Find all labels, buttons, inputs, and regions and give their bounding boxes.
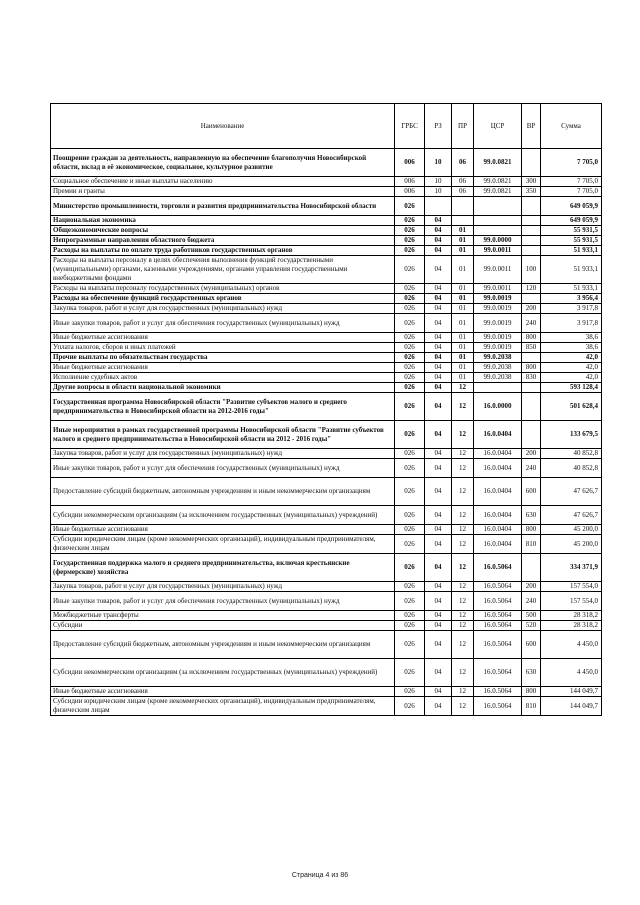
cell-csr: 99.0.0821 xyxy=(474,177,522,187)
cell-csr: 99.0.0019 xyxy=(474,294,522,304)
cell-sum: 55 931,5 xyxy=(541,226,602,236)
cell-pr: 12 xyxy=(452,592,474,611)
cell-vr: 810 xyxy=(522,697,541,716)
cell-grbs: 026 xyxy=(395,449,425,459)
cell-csr: 99.0.0019 xyxy=(474,314,522,333)
cell-vr: 240 xyxy=(522,459,541,478)
cell-pr: 12 xyxy=(452,478,474,506)
cell-csr: 99.0.0011 xyxy=(474,256,522,284)
cell-grbs: 026 xyxy=(395,343,425,353)
cell-sum: 144 049,7 xyxy=(541,687,602,697)
cell-sum: 45 200,0 xyxy=(541,525,602,535)
table-row xyxy=(51,333,602,343)
cell-grbs: 026 xyxy=(395,197,425,216)
table-row xyxy=(51,343,602,353)
cell-grbs: 026 xyxy=(395,506,425,525)
table-row xyxy=(51,506,602,525)
cell-name: Государственная программа Новосибирской области "Развитие субъектов малого и среднего предпринимательства в Новосибирской области на 2012-2016 годы" xyxy=(51,393,395,421)
cell-grbs: 026 xyxy=(395,611,425,621)
table-row xyxy=(51,216,602,226)
cell-grbs: 026 xyxy=(395,216,425,226)
cell-name: Прочие выплаты по обязательствам государства xyxy=(51,353,395,363)
cell-pr: 12 xyxy=(452,459,474,478)
cell-name: Иные бюджетные ассигнования xyxy=(51,363,395,373)
cell-name: Расходы на выплаты персоналу в целях обеспечения выполнения функций государственными (муниципальными) органами, казенными учреждениями, органами управления государственными внебюджетными фондами xyxy=(51,256,395,284)
cell-vr xyxy=(522,294,541,304)
cell-rz: 04 xyxy=(425,236,452,246)
cell-rz: 04 xyxy=(425,697,452,716)
table-row xyxy=(51,421,602,449)
cell-name: Закупка товаров, работ и услуг для государственных (муниципальных) нужд xyxy=(51,449,395,459)
cell-pr xyxy=(452,216,474,226)
table-row xyxy=(51,304,602,314)
cell-csr: 16.0.5064 xyxy=(474,554,522,582)
table-row xyxy=(51,187,602,197)
cell-pr: 12 xyxy=(452,506,474,525)
cell-name: Непрограммные направления областного бюджета xyxy=(51,236,395,246)
cell-pr: 12 xyxy=(452,449,474,459)
cell-vr: 350 xyxy=(522,187,541,197)
cell-sum: 47 626,7 xyxy=(541,478,602,506)
cell-rz: 04 xyxy=(425,343,452,353)
cell-pr: 01 xyxy=(452,284,474,294)
cell-sum: 38,6 xyxy=(541,343,602,353)
table-row xyxy=(51,535,602,554)
cell-name: Предоставление субсидий бюджетным, автономным учреждениям и иным некоммерческим организациям xyxy=(51,631,395,659)
cell-sum: 51 933,1 xyxy=(541,256,602,284)
table-row xyxy=(51,525,602,535)
cell-name: Иные закупки товаров, работ и услуг для обеспечения государственных (муниципальных) нужд xyxy=(51,314,395,333)
cell-grbs: 026 xyxy=(395,393,425,421)
cell-csr: 16.0.0000 xyxy=(474,393,522,421)
cell-name: Закупка товаров, работ и услуг для государственных (муниципальных) нужд xyxy=(51,582,395,592)
cell-name: Иные мероприятия в рамках государственной программы Новосибирской области "Развитие субъектов малого и среднего предпринимательства в Новосибирской области на 2012 - 2016 годы" xyxy=(51,421,395,449)
cell-rz: 04 xyxy=(425,226,452,236)
cell-grbs: 026 xyxy=(395,582,425,592)
cell-name: Исполнение судебных актов xyxy=(51,373,395,383)
cell-grbs: 026 xyxy=(395,294,425,304)
cell-rz: 04 xyxy=(425,284,452,294)
cell-csr xyxy=(474,383,522,393)
cell-grbs: 026 xyxy=(395,353,425,363)
table-row xyxy=(51,697,602,716)
cell-grbs: 026 xyxy=(395,697,425,716)
table-row xyxy=(51,149,602,177)
table-row xyxy=(51,459,602,478)
cell-name: Другие вопросы в области национальной экономики xyxy=(51,383,395,393)
cell-sum: 28 318,2 xyxy=(541,611,602,621)
cell-vr: 810 xyxy=(522,535,541,554)
cell-vr: 800 xyxy=(522,363,541,373)
cell-csr: 16.0.0404 xyxy=(474,506,522,525)
cell-sum: 42,0 xyxy=(541,363,602,373)
cell-grbs: 026 xyxy=(395,284,425,294)
cell-vr: 200 xyxy=(522,449,541,459)
cell-name: Расходы на выплаты персоналу государственных (муниципальных) органов xyxy=(51,284,395,294)
table-row xyxy=(51,582,602,592)
cell-grbs: 026 xyxy=(395,246,425,256)
cell-pr: 01 xyxy=(452,353,474,363)
cell-rz: 04 xyxy=(425,631,452,659)
cell-pr: 12 xyxy=(452,631,474,659)
cell-csr: 99.0.0821 xyxy=(474,149,522,177)
cell-vr: 240 xyxy=(522,592,541,611)
col-header-rz: РЗ xyxy=(425,104,452,149)
cell-sum: 4 450,0 xyxy=(541,659,602,687)
table-row xyxy=(51,554,602,582)
cell-name: Расходы на обеспечение функций государственных органов xyxy=(51,294,395,304)
cell-vr: 850 xyxy=(522,343,541,353)
cell-vr xyxy=(522,149,541,177)
cell-sum: 47 626,7 xyxy=(541,506,602,525)
cell-pr: 12 xyxy=(452,687,474,697)
cell-rz: 10 xyxy=(425,149,452,177)
cell-name: Министерство промышленности, торговли и развития предпринимательства Новосибирской области xyxy=(51,197,395,216)
cell-vr: 120 xyxy=(522,284,541,294)
cell-rz: 04 xyxy=(425,459,452,478)
cell-grbs: 026 xyxy=(395,478,425,506)
cell-rz: 04 xyxy=(425,506,452,525)
cell-pr: 01 xyxy=(452,294,474,304)
cell-rz: 04 xyxy=(425,256,452,284)
cell-rz: 04 xyxy=(425,554,452,582)
cell-name: Иные бюджетные ассигнования xyxy=(51,333,395,343)
table-row xyxy=(51,226,602,236)
cell-rz: 04 xyxy=(425,216,452,226)
cell-name: Межбюджетные трансферты xyxy=(51,611,395,621)
cell-name: Предоставление субсидий бюджетным, автономным учреждениям и иным некоммерческим организациям xyxy=(51,478,395,506)
cell-vr: 630 xyxy=(522,506,541,525)
table-row xyxy=(51,236,602,246)
cell-pr: 12 xyxy=(452,383,474,393)
cell-rz: 04 xyxy=(425,314,452,333)
table-row xyxy=(51,478,602,506)
cell-pr: 06 xyxy=(452,177,474,187)
cell-name: Субсидии некоммерческим организациям (за исключением государственных (муниципальных) учреждений) xyxy=(51,659,395,687)
cell-pr: 01 xyxy=(452,363,474,373)
cell-pr xyxy=(452,197,474,216)
cell-sum: 3 956,4 xyxy=(541,294,602,304)
cell-name: Социальное обеспечение и иные выплаты населению xyxy=(51,177,395,187)
cell-grbs: 026 xyxy=(395,236,425,246)
cell-csr: 16.0.0404 xyxy=(474,478,522,506)
cell-pr: 01 xyxy=(452,373,474,383)
cell-pr: 01 xyxy=(452,256,474,284)
cell-csr: 16.0.5064 xyxy=(474,631,522,659)
cell-grbs: 026 xyxy=(395,333,425,343)
cell-csr: 16.0.5064 xyxy=(474,621,522,631)
cell-name: Расходы на выплаты по оплате труда работников государственных органов xyxy=(51,246,395,256)
cell-sum: 42,0 xyxy=(541,353,602,363)
cell-vr: 520 xyxy=(522,621,541,631)
table-body xyxy=(51,149,602,716)
cell-vr: 630 xyxy=(522,659,541,687)
col-header-sum: Сумма xyxy=(541,104,602,149)
cell-csr xyxy=(474,226,522,236)
cell-csr: 16.0.0404 xyxy=(474,421,522,449)
cell-name: Иные закупки товаров, работ и услуг для обеспечения государственных (муниципальных) нужд xyxy=(51,592,395,611)
cell-pr: 01 xyxy=(452,333,474,343)
cell-csr: 16.0.0404 xyxy=(474,525,522,535)
table-row xyxy=(51,631,602,659)
cell-pr: 01 xyxy=(452,226,474,236)
cell-grbs: 026 xyxy=(395,659,425,687)
cell-sum: 51 933,1 xyxy=(541,246,602,256)
cell-grbs: 026 xyxy=(395,421,425,449)
cell-csr: 16.0.5064 xyxy=(474,611,522,621)
cell-grbs: 026 xyxy=(395,383,425,393)
table-row xyxy=(51,284,602,294)
cell-vr: 800 xyxy=(522,333,541,343)
table-row xyxy=(51,687,602,697)
cell-name: Поощрение граждан за деятельность, направленную на обеспечение благополучия Новосибирской области, вклад в её экономическое, социальное, культурное развитие xyxy=(51,149,395,177)
cell-vr: 100 xyxy=(522,256,541,284)
cell-pr: 12 xyxy=(452,659,474,687)
cell-csr xyxy=(474,197,522,216)
cell-rz: 04 xyxy=(425,246,452,256)
cell-name: Уплата налогов, сборов и иных платежей xyxy=(51,343,395,353)
cell-rz: 04 xyxy=(425,353,452,363)
cell-pr: 06 xyxy=(452,187,474,197)
cell-vr xyxy=(522,421,541,449)
cell-csr: 99.0.2038 xyxy=(474,353,522,363)
cell-pr: 01 xyxy=(452,304,474,314)
cell-csr: 16.0.5064 xyxy=(474,697,522,716)
cell-name: Национальная экономика xyxy=(51,216,395,226)
cell-grbs: 026 xyxy=(395,459,425,478)
cell-rz: 04 xyxy=(425,363,452,373)
cell-vr xyxy=(522,353,541,363)
cell-pr: 01 xyxy=(452,343,474,353)
cell-name: Иные бюджетные ассигнования xyxy=(51,687,395,697)
cell-sum: 51 933,1 xyxy=(541,284,602,294)
cell-name: Иные закупки товаров, работ и услуг для обеспечения государственных (муниципальных) нужд xyxy=(51,459,395,478)
table-row xyxy=(51,256,602,284)
cell-rz: 04 xyxy=(425,582,452,592)
table-row xyxy=(51,383,602,393)
col-header-grbs: ГРБС xyxy=(395,104,425,149)
cell-rz: 04 xyxy=(425,449,452,459)
cell-grbs: 026 xyxy=(395,226,425,236)
cell-rz: 10 xyxy=(425,177,452,187)
cell-rz: 04 xyxy=(425,611,452,621)
cell-csr: 16.0.5064 xyxy=(474,687,522,697)
cell-pr: 01 xyxy=(452,314,474,333)
cell-sum: 38,6 xyxy=(541,333,602,343)
cell-rz: 04 xyxy=(425,383,452,393)
cell-csr: 16.0.5064 xyxy=(474,592,522,611)
cell-csr: 16.0.0404 xyxy=(474,449,522,459)
cell-rz: 04 xyxy=(425,294,452,304)
cell-sum: 593 128,4 xyxy=(541,383,602,393)
cell-csr: 99.0.0019 xyxy=(474,304,522,314)
cell-sum: 40 852,8 xyxy=(541,459,602,478)
cell-grbs: 026 xyxy=(395,687,425,697)
table-row xyxy=(51,449,602,459)
cell-vr xyxy=(522,236,541,246)
cell-vr xyxy=(522,554,541,582)
cell-vr: 830 xyxy=(522,373,541,383)
cell-vr xyxy=(522,393,541,421)
table-row xyxy=(51,592,602,611)
cell-pr: 12 xyxy=(452,393,474,421)
cell-sum: 45 200,0 xyxy=(541,535,602,554)
cell-sum: 334 371,9 xyxy=(541,554,602,582)
cell-name: Иные бюджетные ассигнования xyxy=(51,525,395,535)
cell-rz: 04 xyxy=(425,304,452,314)
col-header-vr: ВР xyxy=(522,104,541,149)
cell-sum: 133 679,5 xyxy=(541,421,602,449)
cell-name: Премии и гранты xyxy=(51,187,395,197)
cell-grbs: 026 xyxy=(395,554,425,582)
cell-vr: 200 xyxy=(522,304,541,314)
cell-rz: 04 xyxy=(425,621,452,631)
cell-name: Субсидии юридическим лицам (кроме некоммерческих организаций), индивидуальным предпринимателям, физическим лицам xyxy=(51,535,395,554)
cell-sum: 3 917,8 xyxy=(541,304,602,314)
cell-pr: 01 xyxy=(452,246,474,256)
cell-sum: 157 554,0 xyxy=(541,582,602,592)
cell-rz: 04 xyxy=(425,333,452,343)
cell-name: Субсидии некоммерческим организациям (за исключением государственных (муниципальных) учреждений) xyxy=(51,506,395,525)
cell-vr: 300 xyxy=(522,177,541,187)
cell-pr: 12 xyxy=(452,611,474,621)
cell-grbs: 026 xyxy=(395,256,425,284)
cell-sum: 55 931,5 xyxy=(541,236,602,246)
cell-vr xyxy=(522,216,541,226)
cell-rz: 04 xyxy=(425,478,452,506)
table-row xyxy=(51,246,602,256)
cell-sum: 649 059,9 xyxy=(541,197,602,216)
table-row xyxy=(51,373,602,383)
cell-sum: 40 852,8 xyxy=(541,449,602,459)
page-number: Страница 4 из 86 xyxy=(291,872,349,879)
cell-sum: 7 705,0 xyxy=(541,187,602,197)
cell-csr: 99.0.0011 xyxy=(474,284,522,294)
cell-csr: 99.0.0019 xyxy=(474,333,522,343)
cell-pr: 12 xyxy=(452,525,474,535)
cell-csr: 16.0.0404 xyxy=(474,535,522,554)
cell-pr: 06 xyxy=(452,149,474,177)
cell-sum: 3 917,8 xyxy=(541,314,602,333)
cell-sum: 649 059,9 xyxy=(541,216,602,226)
cell-csr: 99.0.2038 xyxy=(474,373,522,383)
cell-sum: 7 705,0 xyxy=(541,149,602,177)
cell-rz: 04 xyxy=(425,525,452,535)
cell-rz xyxy=(425,197,452,216)
cell-sum: 42,0 xyxy=(541,373,602,383)
table-row xyxy=(51,177,602,187)
cell-csr xyxy=(474,216,522,226)
cell-csr: 99.0.0019 xyxy=(474,343,522,353)
cell-csr: 99.0.0011 xyxy=(474,246,522,256)
cell-vr xyxy=(522,246,541,256)
col-header-csr: ЦСР xyxy=(474,104,522,149)
cell-pr: 12 xyxy=(452,621,474,631)
cell-csr: 16.0.5064 xyxy=(474,582,522,592)
table-row xyxy=(51,294,602,304)
cell-csr: 16.0.5064 xyxy=(474,659,522,687)
cell-pr: 12 xyxy=(452,421,474,449)
cell-grbs: 026 xyxy=(395,363,425,373)
cell-sum: 501 628,4 xyxy=(541,393,602,421)
cell-rz: 04 xyxy=(425,393,452,421)
cell-pr: 12 xyxy=(452,697,474,716)
col-header-name: Наименование xyxy=(51,104,395,149)
cell-name: Субсидии юридическим лицам (кроме некоммерческих организаций), индивидуальным предпринимателям, физическим лицам xyxy=(51,697,395,716)
cell-grbs: 006 xyxy=(395,187,425,197)
cell-grbs: 026 xyxy=(395,535,425,554)
table-header-row xyxy=(51,104,602,149)
table-row xyxy=(51,659,602,687)
cell-vr xyxy=(522,197,541,216)
cell-vr: 800 xyxy=(522,525,541,535)
cell-pr: 12 xyxy=(452,535,474,554)
cell-sum: 4 450,0 xyxy=(541,631,602,659)
cell-pr: 12 xyxy=(452,582,474,592)
cell-grbs: 026 xyxy=(395,631,425,659)
cell-vr: 600 xyxy=(522,631,541,659)
cell-name: Субсидии xyxy=(51,621,395,631)
cell-csr: 99.0.2038 xyxy=(474,363,522,373)
cell-rz: 04 xyxy=(425,592,452,611)
cell-grbs: 026 xyxy=(395,525,425,535)
cell-rz: 04 xyxy=(425,421,452,449)
cell-name: Общеэкономические вопросы xyxy=(51,226,395,236)
cell-vr xyxy=(522,226,541,236)
table-row xyxy=(51,363,602,373)
cell-rz: 04 xyxy=(425,535,452,554)
cell-grbs: 026 xyxy=(395,373,425,383)
cell-sum: 144 049,7 xyxy=(541,697,602,716)
cell-name: Закупка товаров, работ и услуг для государственных (муниципальных) нужд xyxy=(51,304,395,314)
table-row xyxy=(51,621,602,631)
cell-vr: 200 xyxy=(522,582,541,592)
cell-grbs: 006 xyxy=(395,177,425,187)
cell-vr: 500 xyxy=(522,611,541,621)
cell-vr xyxy=(522,383,541,393)
cell-vr: 240 xyxy=(522,314,541,333)
table-row xyxy=(51,197,602,216)
cell-pr: 12 xyxy=(452,554,474,582)
cell-grbs: 026 xyxy=(395,304,425,314)
cell-rz: 04 xyxy=(425,373,452,383)
cell-csr: 99.0.0821 xyxy=(474,187,522,197)
col-header-pr: ПР xyxy=(452,104,474,149)
cell-csr: 16.0.0404 xyxy=(474,459,522,478)
cell-sum: 7 705,0 xyxy=(541,177,602,187)
cell-csr: 99.0.0000 xyxy=(474,236,522,246)
table-row xyxy=(51,353,602,363)
cell-vr: 800 xyxy=(522,687,541,697)
budget-table xyxy=(50,103,602,716)
cell-grbs: 026 xyxy=(395,592,425,611)
cell-pr: 01 xyxy=(452,236,474,246)
cell-rz: 04 xyxy=(425,687,452,697)
table-row xyxy=(51,611,602,621)
cell-rz: 04 xyxy=(425,659,452,687)
table-row xyxy=(51,393,602,421)
cell-grbs: 026 xyxy=(395,314,425,333)
cell-name: Государственная поддержка малого и среднего предпринимательства, включая крестьянские (фермерские) хозяйства xyxy=(51,554,395,582)
cell-grbs: 006 xyxy=(395,149,425,177)
cell-grbs: 026 xyxy=(395,621,425,631)
cell-vr: 600 xyxy=(522,478,541,506)
cell-sum: 157 554,0 xyxy=(541,592,602,611)
cell-sum: 28 318,2 xyxy=(541,621,602,631)
table-row xyxy=(51,314,602,333)
cell-rz: 10 xyxy=(425,187,452,197)
